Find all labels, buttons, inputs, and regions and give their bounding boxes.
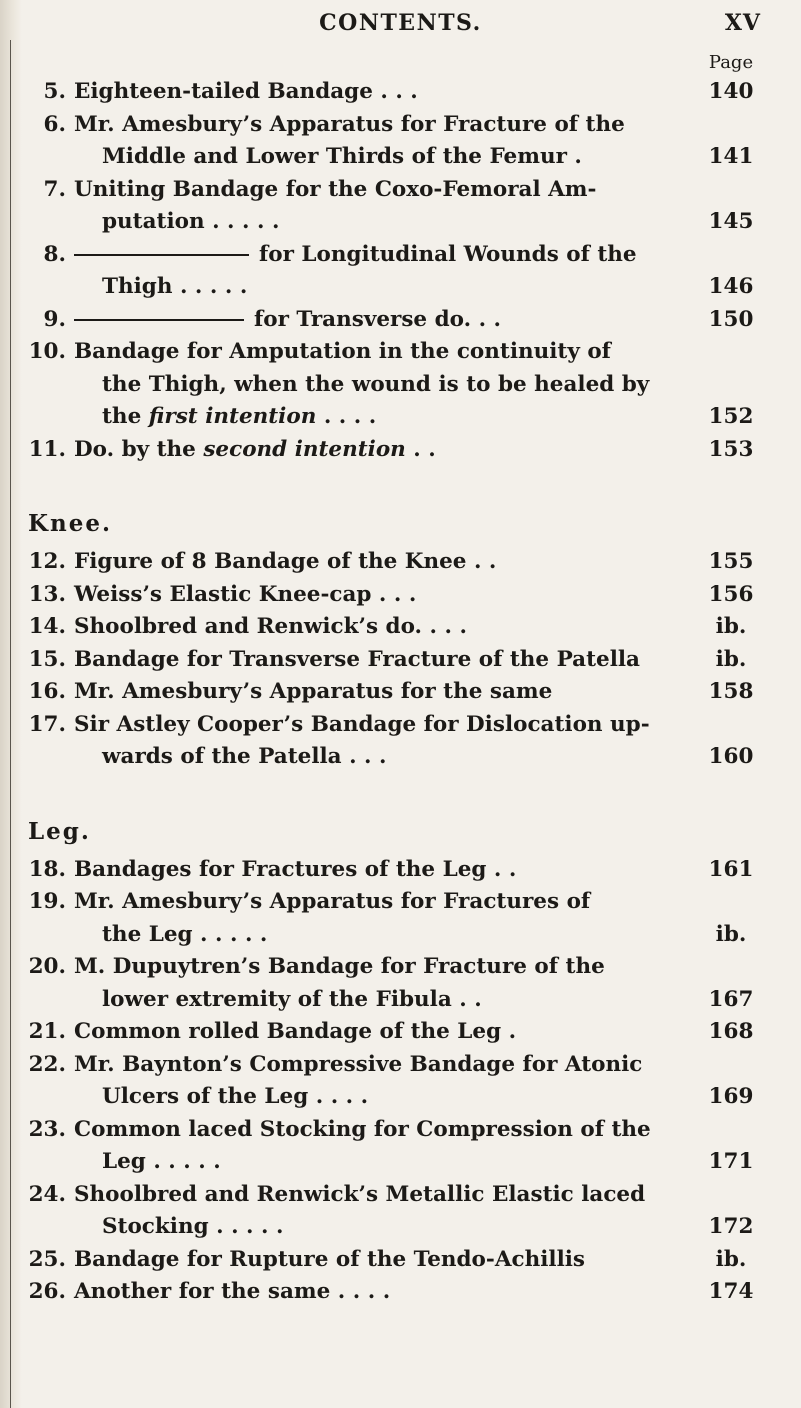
toc-entry-line bbox=[0, 206, 801, 239]
entry-title-text: Bandage for Amputation in the continuity of bbox=[74, 339, 611, 364]
entry-title-text: wards of the Patella . . . bbox=[102, 744, 387, 769]
entry-number: 14. bbox=[28, 614, 66, 639]
entry-title bbox=[74, 546, 695, 579]
entry-title bbox=[74, 76, 695, 109]
entry-title-text: Shoolbred and Renwick’s Metallic Elastic laced bbox=[74, 1181, 646, 1207]
toc-entry bbox=[0, 709, 801, 774]
entry-title-text: Sir Astley Cooper’s Bandage for Dislocation up- bbox=[74, 711, 650, 737]
entry-title-text: for Longitudinal Wounds of the bbox=[259, 241, 637, 267]
entry-number: 6. bbox=[43, 111, 66, 137]
toc-entry bbox=[0, 1016, 801, 1049]
entry-title-text: the Leg . . . . . bbox=[102, 921, 268, 947]
entry-title-text: Mr. Amesbury’s Apparatus for the same bbox=[74, 679, 553, 704]
toc-entry bbox=[0, 676, 801, 709]
entry-title bbox=[102, 919, 695, 952]
entry-page-number: ib. bbox=[715, 921, 747, 947]
toc-entry-line bbox=[0, 611, 801, 644]
entry-title bbox=[102, 1146, 695, 1179]
entry-page-number: ib. bbox=[715, 614, 747, 639]
entry-title bbox=[74, 709, 695, 742]
entry-title bbox=[74, 611, 695, 644]
toc-entry bbox=[0, 1049, 801, 1114]
entry-title bbox=[74, 304, 695, 337]
entry-title-italic: first intention bbox=[148, 404, 317, 429]
toc-entry-line bbox=[0, 239, 801, 272]
toc-entry bbox=[0, 886, 801, 951]
entry-title bbox=[74, 644, 695, 677]
entry-page-number: 153 bbox=[708, 436, 754, 462]
entry-title bbox=[74, 1049, 695, 1082]
toc-entry-line bbox=[0, 1179, 801, 1212]
toc-entry-line bbox=[0, 401, 801, 434]
entry-title bbox=[74, 1244, 695, 1277]
entry-title bbox=[74, 109, 695, 142]
toc-entry bbox=[0, 579, 801, 612]
entry-title bbox=[74, 1016, 695, 1049]
entry-page-number: 171 bbox=[708, 1149, 754, 1174]
entry-title bbox=[74, 1179, 695, 1212]
entry-page-number: 156 bbox=[708, 581, 754, 607]
entry-title-text: Do. by the bbox=[74, 436, 204, 462]
entry-title-text: Stocking . . . . . bbox=[102, 1214, 284, 1239]
entry-page-number: 161 bbox=[708, 856, 754, 882]
entry-title-text: Bandage for Transverse Fracture of the Patella bbox=[74, 646, 640, 672]
toc-entry bbox=[0, 1114, 801, 1179]
entry-leader: . . bbox=[405, 436, 436, 462]
entry-title bbox=[102, 984, 695, 1017]
entry-title bbox=[102, 1211, 695, 1244]
entry-title bbox=[74, 886, 695, 919]
entry-number: 13. bbox=[28, 581, 66, 607]
entry-page-number: 146 bbox=[708, 274, 754, 299]
entry-number: 18. bbox=[28, 856, 66, 882]
toc-entry-line bbox=[0, 434, 801, 467]
entry-title bbox=[74, 239, 695, 272]
toc-entry-line bbox=[0, 174, 801, 207]
entry-title-text: Weiss’s Elastic Knee-cap . . . bbox=[74, 581, 417, 607]
entry-title bbox=[74, 1276, 695, 1309]
entry-page-number: 160 bbox=[708, 744, 754, 769]
entry-page-number: 174 bbox=[708, 1279, 754, 1304]
entry-number: 7. bbox=[43, 176, 66, 202]
entry-title-text: Uniting Bandage for the Coxo-Femoral Am- bbox=[74, 176, 597, 202]
entry-page-number: 152 bbox=[708, 404, 754, 429]
entry-title-text: Mr. Amesbury’s Apparatus for Fractures of bbox=[74, 889, 591, 914]
entry-title-italic: second intention bbox=[203, 436, 406, 462]
entry-title-text: for Transverse do. . . bbox=[254, 306, 502, 332]
entry-number: 16. bbox=[28, 679, 66, 704]
entry-title bbox=[74, 676, 695, 709]
entry-title-text: Middle and Lower Thirds of the Femur . bbox=[102, 144, 582, 169]
entry-page-number: ib. bbox=[715, 646, 747, 672]
toc-entry-line bbox=[0, 1244, 801, 1277]
entry-number: 26. bbox=[28, 1279, 66, 1304]
entry-title-text: M. Dupuytren’s Bandage for Fracture of the bbox=[74, 954, 605, 979]
entry-title-text: Mr. Baynton’s Compressive Bandage for Atonic bbox=[74, 1051, 643, 1077]
entry-page-number: 140 bbox=[708, 79, 754, 104]
entry-page-number: 167 bbox=[708, 986, 754, 1012]
toc-entry bbox=[0, 951, 801, 1016]
entry-title-text: lower extremity of the Fibula . . bbox=[102, 986, 482, 1012]
table-of-contents bbox=[0, 76, 801, 1309]
entry-page-number: 145 bbox=[708, 209, 754, 234]
entry-title-text: Ulcers of the Leg . . . . bbox=[102, 1084, 369, 1109]
toc-entry bbox=[0, 546, 801, 579]
entry-title-text: Common laced Stocking for Compression of the bbox=[74, 1116, 651, 1142]
entry-page-number: ib. bbox=[715, 1246, 747, 1272]
toc-entry-line bbox=[0, 579, 801, 612]
toc-entry-line bbox=[0, 141, 801, 174]
entry-page-number: 158 bbox=[708, 679, 754, 704]
entry-title-text: Leg . . . . . bbox=[102, 1149, 221, 1174]
entry-title bbox=[74, 174, 695, 207]
toc-entry bbox=[0, 611, 801, 644]
toc-entry-line bbox=[0, 1016, 801, 1049]
entry-page-number: 172 bbox=[708, 1214, 754, 1239]
toc-entry-line bbox=[0, 644, 801, 677]
entry-title-text: putation . . . . . bbox=[102, 209, 280, 234]
toc-entry-line bbox=[0, 1146, 801, 1179]
toc-entry bbox=[0, 76, 801, 109]
toc-entry bbox=[0, 109, 801, 174]
toc-entry bbox=[0, 644, 801, 677]
entry-title-text: the bbox=[102, 404, 149, 429]
entry-title-text: Bandage for Rupture of the Tendo-Achillis bbox=[74, 1246, 586, 1272]
toc-entry-line bbox=[0, 1049, 801, 1082]
entry-title bbox=[102, 401, 695, 434]
entry-title-text: Eighteen-tailed Bandage . . . bbox=[74, 79, 418, 104]
entry-title-text: Another for the same . . . . bbox=[74, 1279, 391, 1304]
entry-page-number: 155 bbox=[708, 549, 754, 574]
entry-title bbox=[102, 369, 695, 402]
toc-entry-line bbox=[0, 304, 801, 337]
toc-entry-line bbox=[0, 919, 801, 952]
entry-title bbox=[74, 336, 695, 369]
toc-entry-line bbox=[0, 1081, 801, 1114]
entry-number: 8. bbox=[43, 241, 66, 267]
entry-page-number: 150 bbox=[708, 306, 754, 332]
toc-entry-line bbox=[0, 951, 801, 984]
entry-number: 12. bbox=[28, 549, 66, 574]
entry-title-text: Mr. Amesbury’s Apparatus for Fracture of the bbox=[74, 111, 625, 137]
toc-entry-line bbox=[0, 1114, 801, 1147]
entry-number: 23. bbox=[28, 1116, 66, 1142]
entry-title bbox=[74, 579, 695, 612]
entry-title-text: Bandages for Fractures of the Leg . . bbox=[74, 856, 517, 882]
page-column-label: Page bbox=[708, 52, 754, 73]
toc-entry bbox=[0, 304, 801, 337]
ditto-rule bbox=[74, 254, 249, 256]
toc-entry bbox=[0, 174, 801, 239]
entry-title-text: Figure of 8 Bandage of the Knee . . bbox=[74, 549, 497, 574]
entry-title bbox=[102, 206, 695, 239]
toc-entry bbox=[0, 854, 801, 887]
entry-page-number: 141 bbox=[708, 144, 754, 169]
entry-page-number: 168 bbox=[708, 1019, 754, 1044]
entry-number: 17. bbox=[28, 711, 66, 737]
entry-title-text: the Thigh, when the wound is to be healed by bbox=[102, 371, 650, 397]
entry-number: 22. bbox=[28, 1051, 66, 1077]
entry-title bbox=[102, 741, 695, 774]
ditto-rule bbox=[74, 319, 244, 321]
running-header bbox=[0, 10, 801, 44]
toc-entry-line bbox=[0, 676, 801, 709]
entry-title bbox=[74, 434, 695, 467]
section-heading: Leg. bbox=[28, 817, 91, 845]
entry-number: 20. bbox=[28, 954, 66, 979]
toc-entry-line bbox=[0, 109, 801, 142]
toc-entry bbox=[0, 1179, 801, 1244]
entry-title bbox=[74, 1114, 695, 1147]
toc-entry-line bbox=[0, 886, 801, 919]
section-heading: Knee. bbox=[28, 510, 112, 537]
toc-entry bbox=[0, 1244, 801, 1277]
header-page-number: XV bbox=[724, 10, 761, 36]
entry-title bbox=[102, 141, 695, 174]
toc-entry-line bbox=[0, 1211, 801, 1244]
entry-number: 19. bbox=[28, 889, 66, 914]
entry-title bbox=[102, 271, 695, 304]
toc-entry-line bbox=[0, 741, 801, 774]
entry-number: 24. bbox=[28, 1181, 66, 1207]
toc-entry bbox=[0, 1276, 801, 1309]
entry-number: 21. bbox=[28, 1019, 66, 1044]
entry-number: 15. bbox=[28, 646, 66, 672]
entry-number: 25. bbox=[28, 1246, 66, 1272]
entry-number: 11. bbox=[28, 436, 66, 462]
entry-title bbox=[74, 951, 695, 984]
toc-entry-line bbox=[0, 271, 801, 304]
entry-number: 5. bbox=[43, 79, 66, 104]
toc-entry-line bbox=[0, 709, 801, 742]
toc-entry-line bbox=[0, 1276, 801, 1309]
entry-title-text: Shoolbred and Renwick’s do. . . . bbox=[74, 614, 467, 639]
toc-entry-line bbox=[0, 984, 801, 1017]
toc-entry-line bbox=[0, 369, 801, 402]
toc-entry-line bbox=[0, 546, 801, 579]
entry-number: 9. bbox=[43, 306, 66, 332]
toc-entry-line bbox=[0, 76, 801, 109]
entry-page-number: 169 bbox=[708, 1084, 754, 1109]
entry-number: 10. bbox=[28, 339, 66, 364]
entry-title bbox=[102, 1081, 695, 1114]
entry-leader: . . . . bbox=[316, 404, 377, 429]
toc-entry-line bbox=[0, 854, 801, 887]
toc-entry bbox=[0, 434, 801, 467]
header-title: CONTENTS. bbox=[319, 10, 482, 36]
entry-title bbox=[74, 854, 695, 887]
toc-entry bbox=[0, 239, 801, 304]
entry-title-text: Thigh . . . . . bbox=[102, 274, 248, 299]
toc-entry-line bbox=[0, 336, 801, 369]
toc-entry bbox=[0, 336, 801, 434]
entry-title-text: Common rolled Bandage of the Leg . bbox=[74, 1019, 517, 1044]
